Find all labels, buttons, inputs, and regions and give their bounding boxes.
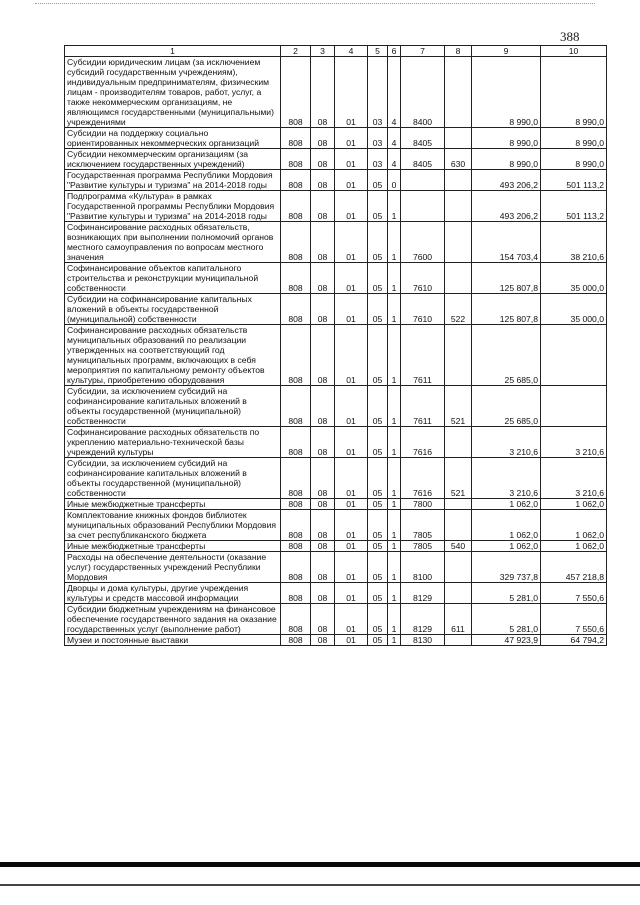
header-col-8: 8 [445, 46, 472, 57]
col-4-value: 01 [335, 222, 368, 263]
col-3-value: 08 [311, 386, 335, 427]
col-9-value: 125 807,8 [472, 294, 541, 325]
col-5-value: 05 [368, 325, 388, 386]
col-5-value: 05 [368, 510, 388, 541]
col-10-value: 1 062,0 [541, 541, 607, 552]
table-row [65, 128, 607, 149]
col-6-value: 4 [388, 128, 401, 149]
col-8-value: 521 [445, 458, 472, 499]
row-name: Субсидии юридическим лицам (за исключением субсидий государственным учреждениям), индивидуальным предпринимателям, физическим лицам - производителям товаров, работ, услуг, а также некоммерческим организациям, не являющимся государственными (муниципальными) учреждениями [65, 57, 281, 128]
col-7-value: 7805 [401, 510, 445, 541]
col-2-value: 808 [281, 541, 311, 552]
row-name: Комплектование книжных фондов библиотек муниципальных образований Республики Мордовия за счет республиканского бюджета [65, 510, 281, 541]
col-4-value: 01 [335, 635, 368, 646]
header-col-9: 9 [472, 46, 541, 57]
budget-table [64, 45, 607, 646]
col-7-value [401, 170, 445, 191]
header-col-4: 4 [335, 46, 368, 57]
col-8-value [445, 635, 472, 646]
header-col-3: 3 [311, 46, 335, 57]
table-row [65, 222, 607, 263]
col-10-value: 3 210,6 [541, 427, 607, 458]
table-header [65, 46, 607, 57]
col-8-value: 630 [445, 149, 472, 170]
col-9-value: 8 990,0 [472, 128, 541, 149]
col-3-value: 08 [311, 427, 335, 458]
col-4-value: 01 [335, 170, 368, 191]
col-3-value: 08 [311, 552, 335, 583]
col-2-value: 808 [281, 458, 311, 499]
col-9-value: 3 210,6 [472, 458, 541, 499]
col-3-value: 08 [311, 128, 335, 149]
col-8-value [445, 191, 472, 222]
col-4-value: 01 [335, 458, 368, 499]
col-8-value [445, 128, 472, 149]
col-10-value: 501 113,2 [541, 170, 607, 191]
col-5-value: 05 [368, 386, 388, 427]
col-3-value: 08 [311, 458, 335, 499]
col-2-value: 808 [281, 583, 311, 604]
col-3-value: 08 [311, 57, 335, 128]
page-top-edge [35, 3, 595, 4]
col-7-value: 7616 [401, 427, 445, 458]
col-6-value: 1 [388, 263, 401, 294]
col-8-value [445, 170, 472, 191]
col-10-value: 8 990,0 [541, 149, 607, 170]
col-9-value: 125 807,8 [472, 263, 541, 294]
col-2-value: 808 [281, 386, 311, 427]
table-row [65, 427, 607, 458]
col-9-value: 329 737,8 [472, 552, 541, 583]
row-name: Государственная программа Республики Мордовия "Развитие культуры и туризма" на 2014-2018 годы [65, 170, 281, 191]
col-3-value: 08 [311, 499, 335, 510]
col-6-value: 1 [388, 427, 401, 458]
col-9-value: 8 990,0 [472, 57, 541, 128]
col-10-value: 7 550,6 [541, 583, 607, 604]
col-9-value: 1 062,0 [472, 510, 541, 541]
col-3-value: 08 [311, 604, 335, 635]
col-5-value: 05 [368, 191, 388, 222]
col-8-value [445, 325, 472, 386]
row-name: Иные межбюджетные трансферты [65, 541, 281, 552]
col-3-value: 08 [311, 510, 335, 541]
col-7-value: 7616 [401, 458, 445, 499]
col-6-value: 1 [388, 294, 401, 325]
col-2-value: 808 [281, 510, 311, 541]
col-4-value: 01 [335, 541, 368, 552]
col-9-value: 47 923,9 [472, 635, 541, 646]
col-6-value: 1 [388, 191, 401, 222]
col-7-value: 8130 [401, 635, 445, 646]
col-3-value: 08 [311, 191, 335, 222]
row-name: Подпрограмма «Культура» в рамках Государственной программы Республики Мордовия "Развитие культуры и туризма" на 2014-2018 годы [65, 191, 281, 222]
col-3-value: 08 [311, 170, 335, 191]
table-row [65, 635, 607, 646]
col-9-value: 25 685,0 [472, 386, 541, 427]
header-col-2: 2 [281, 46, 311, 57]
row-name: Расходы на обеспечение деятельности (оказание услуг) государственных учреждений Республики Мордовия [65, 552, 281, 583]
col-10-value: 3 210,6 [541, 458, 607, 499]
col-2-value: 808 [281, 191, 311, 222]
col-9-value: 5 281,0 [472, 583, 541, 604]
col-7-value: 8405 [401, 149, 445, 170]
col-2-value: 808 [281, 499, 311, 510]
row-name: Субсидии, за исключением субсидий на софинансирование капитальных вложений в объекты государственной (муниципальной) собственности [65, 386, 281, 427]
table-row [65, 458, 607, 499]
col-3-value: 08 [311, 263, 335, 294]
col-5-value: 05 [368, 541, 388, 552]
col-3-value: 08 [311, 583, 335, 604]
col-2-value: 808 [281, 170, 311, 191]
col-10-value: 8 990,0 [541, 57, 607, 128]
col-3-value: 08 [311, 222, 335, 263]
col-6-value: 1 [388, 583, 401, 604]
col-2-value: 808 [281, 263, 311, 294]
table-row [65, 541, 607, 552]
col-10-value: 38 210,6 [541, 222, 607, 263]
col-7-value: 7600 [401, 222, 445, 263]
col-5-value: 05 [368, 583, 388, 604]
col-2-value: 808 [281, 427, 311, 458]
col-4-value: 01 [335, 191, 368, 222]
col-10-value: 501 113,2 [541, 191, 607, 222]
col-2-value: 808 [281, 325, 311, 386]
col-9-value: 25 685,0 [472, 325, 541, 386]
table-row [65, 499, 607, 510]
col-4-value: 01 [335, 149, 368, 170]
col-4-value: 01 [335, 510, 368, 541]
col-9-value: 8 990,0 [472, 149, 541, 170]
col-10-value: 457 218,8 [541, 552, 607, 583]
col-8-value [445, 499, 472, 510]
header-col-7: 7 [401, 46, 445, 57]
col-5-value: 05 [368, 499, 388, 510]
col-6-value: 1 [388, 552, 401, 583]
row-name: Дворцы и дома культуры, другие учреждения культуры и средств массовой информации [65, 583, 281, 604]
col-5-value: 05 [368, 635, 388, 646]
col-5-value: 03 [368, 128, 388, 149]
col-4-value: 01 [335, 386, 368, 427]
table-row [65, 325, 607, 386]
col-4-value: 01 [335, 499, 368, 510]
col-4-value: 01 [335, 128, 368, 149]
table-row [65, 510, 607, 541]
col-4-value: 01 [335, 604, 368, 635]
table-row [65, 552, 607, 583]
header-row [65, 46, 607, 57]
table-row [65, 604, 607, 635]
col-10-value: 64 794,2 [541, 635, 607, 646]
col-10-value: 1 062,0 [541, 510, 607, 541]
col-4-value: 01 [335, 583, 368, 604]
col-6-value: 1 [388, 510, 401, 541]
col-6-value: 4 [388, 57, 401, 128]
table-row [65, 583, 607, 604]
col-5-value: 05 [368, 604, 388, 635]
header-col-10: 10 [541, 46, 607, 57]
col-6-value: 1 [388, 325, 401, 386]
col-5-value: 03 [368, 149, 388, 170]
col-8-value [445, 583, 472, 604]
row-name: Музеи и постоянные выставки [65, 635, 281, 646]
col-9-value: 1 062,0 [472, 499, 541, 510]
col-5-value: 05 [368, 263, 388, 294]
col-5-value: 03 [368, 57, 388, 128]
col-10-value: 35 000,0 [541, 294, 607, 325]
col-8-value [445, 427, 472, 458]
col-6-value: 1 [388, 635, 401, 646]
row-name: Субсидии на поддержку социально ориентированных некоммерческих организаций [65, 128, 281, 149]
col-4-value: 01 [335, 294, 368, 325]
col-3-value: 08 [311, 635, 335, 646]
col-7-value: 7805 [401, 541, 445, 552]
row-name: Иные межбюджетные трансферты [65, 499, 281, 510]
col-7-value: 7610 [401, 263, 445, 294]
col-5-value: 05 [368, 222, 388, 263]
col-10-value [541, 325, 607, 386]
col-10-value: 1 062,0 [541, 499, 607, 510]
col-6-value: 1 [388, 541, 401, 552]
col-5-value: 05 [368, 552, 388, 583]
col-8-value [445, 552, 472, 583]
col-7-value [401, 191, 445, 222]
row-name: Софинансирование объектов капитального строительства и реконструкции муниципальной собственности [65, 263, 281, 294]
col-6-value: 1 [388, 458, 401, 499]
col-7-value: 7611 [401, 325, 445, 386]
col-5-value: 05 [368, 458, 388, 499]
col-2-value: 808 [281, 57, 311, 128]
col-7-value: 7610 [401, 294, 445, 325]
table-row [65, 149, 607, 170]
col-3-value: 08 [311, 541, 335, 552]
col-10-value: 35 000,0 [541, 263, 607, 294]
row-name: Субсидии на софинансирование капитальных вложений в объекты государственной (муниципальной) собственности [65, 294, 281, 325]
col-2-value: 808 [281, 635, 311, 646]
col-10-value: 7 550,6 [541, 604, 607, 635]
col-7-value: 8129 [401, 583, 445, 604]
header-col-6: 6 [388, 46, 401, 57]
header-col-5: 5 [368, 46, 388, 57]
col-3-value: 08 [311, 325, 335, 386]
col-8-value [445, 57, 472, 128]
col-3-value: 08 [311, 294, 335, 325]
table-row [65, 57, 607, 128]
col-3-value: 08 [311, 149, 335, 170]
col-5-value: 05 [368, 294, 388, 325]
col-8-value: 521 [445, 386, 472, 427]
col-4-value: 01 [335, 263, 368, 294]
table-row [65, 170, 607, 191]
col-7-value: 8100 [401, 552, 445, 583]
col-9-value: 493 206,2 [472, 191, 541, 222]
col-2-value: 808 [281, 149, 311, 170]
row-name: Субсидии некоммерческим организациям (за исключением государственных учреждений) [65, 149, 281, 170]
col-9-value: 154 703,4 [472, 222, 541, 263]
col-8-value [445, 263, 472, 294]
table-row [65, 263, 607, 294]
col-6-value: 1 [388, 499, 401, 510]
table-body [65, 57, 607, 646]
col-8-value [445, 510, 472, 541]
col-2-value: 808 [281, 128, 311, 149]
row-name: Субсидии, за исключением субсидий на софинансирование капитальных вложений в объекты государственной (муниципальной) собственности [65, 458, 281, 499]
col-10-value [541, 386, 607, 427]
col-8-value [445, 222, 472, 263]
col-2-value: 808 [281, 604, 311, 635]
col-8-value: 522 [445, 294, 472, 325]
header-col-1: 1 [65, 46, 281, 57]
col-6-value: 0 [388, 170, 401, 191]
col-9-value: 493 206,2 [472, 170, 541, 191]
col-4-value: 01 [335, 325, 368, 386]
col-10-value: 8 990,0 [541, 128, 607, 149]
col-4-value: 01 [335, 427, 368, 458]
col-4-value: 01 [335, 57, 368, 128]
col-6-value: 1 [388, 386, 401, 427]
col-9-value: 5 281,0 [472, 604, 541, 635]
page-number: 388 [560, 29, 580, 44]
col-2-value: 808 [281, 222, 311, 263]
col-8-value: 611 [445, 604, 472, 635]
col-2-value: 808 [281, 294, 311, 325]
col-7-value: 8405 [401, 128, 445, 149]
row-name: Софинансирование расходных обязательств, возникающих при выполнении полномочий органов местного самоуправления по вопросам местного значения [65, 222, 281, 263]
col-5-value: 05 [368, 427, 388, 458]
col-7-value: 7800 [401, 499, 445, 510]
table-row [65, 386, 607, 427]
col-6-value: 1 [388, 604, 401, 635]
col-5-value: 05 [368, 170, 388, 191]
col-7-value: 8400 [401, 57, 445, 128]
row-name: Софинансирование расходных обязательств муниципальных образований по реализации утвержденных на соответствующий год муниципальных программ, включающих в себя мероприятия по капитальному ремонту объектов культуры, приобретению оборудования [65, 325, 281, 386]
row-name: Софинансирование расходных обязательств по укреплению материально-технической базы учреждений культуры [65, 427, 281, 458]
scan-bottom-line [0, 884, 640, 886]
col-7-value: 7611 [401, 386, 445, 427]
col-9-value: 3 210,6 [472, 427, 541, 458]
col-6-value: 4 [388, 149, 401, 170]
scan-bottom-band [0, 862, 640, 867]
row-name: Субсидии бюджетным учреждениям на финансовое обеспечение государственного задания на оказание государственных услуг (выполнение работ) [65, 604, 281, 635]
col-9-value: 1 062,0 [472, 541, 541, 552]
table-row [65, 191, 607, 222]
col-6-value: 1 [388, 222, 401, 263]
col-7-value: 8129 [401, 604, 445, 635]
table-row [65, 294, 607, 325]
col-4-value: 01 [335, 552, 368, 583]
col-8-value: 540 [445, 541, 472, 552]
col-2-value: 808 [281, 552, 311, 583]
